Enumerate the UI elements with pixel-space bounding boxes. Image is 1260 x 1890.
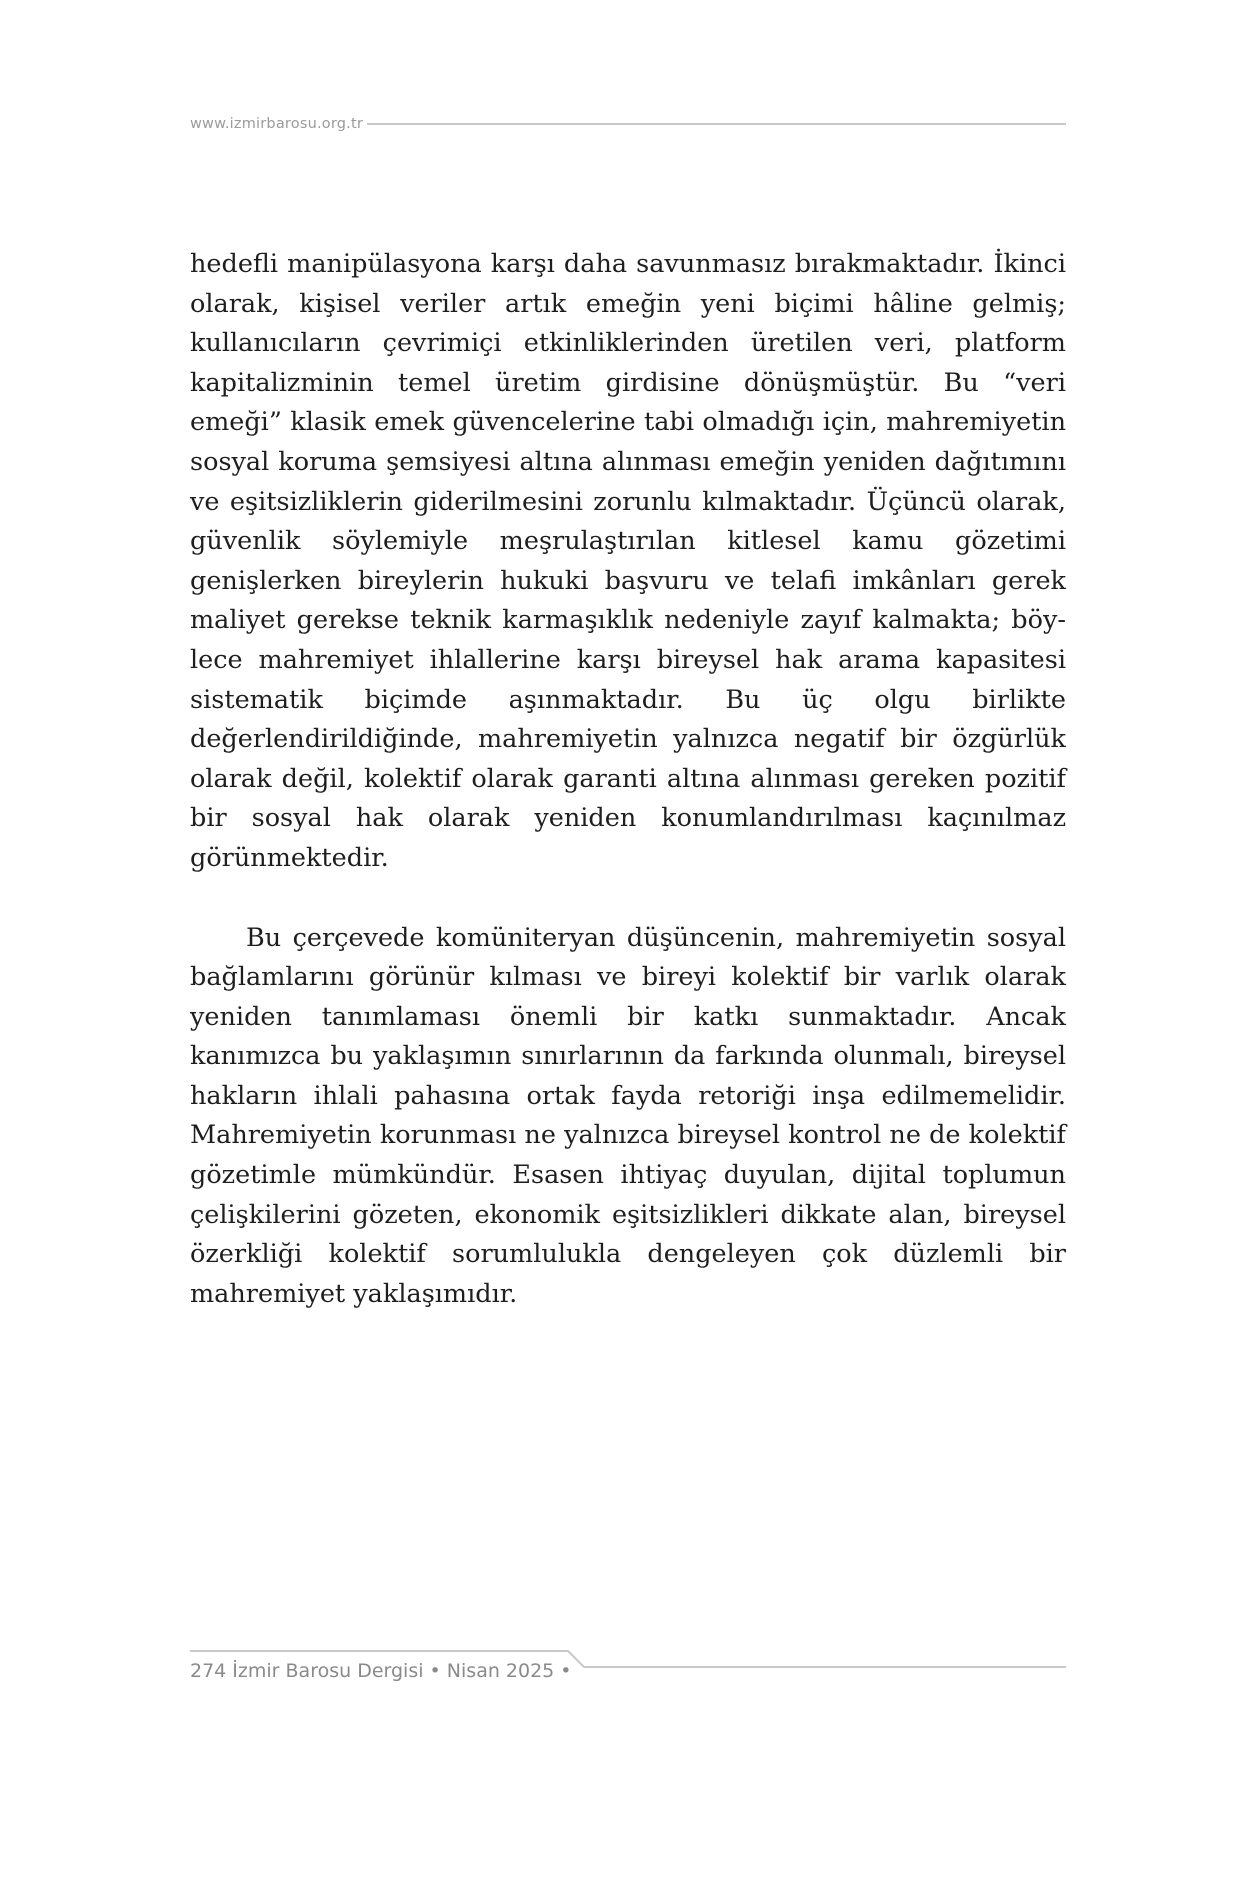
page-footer <box>190 1650 1066 1690</box>
paragraph-2: Bu çerçevede komüniteryan düşüncenin, mahremiyetin sosyal bağlamlarını görünür kılması ve bireyi kolektif bir varlık olarak yeniden tanımlaması önemli bir katkı sunmaktadır. Ancak kanımızca bu yaklaşımın sınırlarının da farkında olunmalı, bireysel hakların ihlali pahasına ortak fayda retoriği inşa edilmemelidir. Mahremiyetin korunması ne yalnızca bireysel kontrol ne de kolektif gözetimle mümkündür. Esasen ihtiyaç duyulan, dijital toplumun çelişkilerini gözeten, ekonomik eşitsizlikleri dikkate alan, bireysel özerkliği kolektif sorumlulukla dengeleyen çok düzlemli bir mahremiyet yaklaşımıdır. <box>190 922 1066 1309</box>
footer-citation: 274 İzmir Barosu Dergisi • Nisan 2025 • <box>190 1660 572 1682</box>
page-header <box>190 112 1066 136</box>
article-body <box>190 245 1066 1314</box>
header-url: www.izmirbarosu.org.tr <box>190 116 364 132</box>
paragraph-1: hedefli manipülasyona karşı daha savunmasız bırakmaktadır. İkinci olarak, kişisel veriler artık emeğin yeni biçimi hâline gelmiş; kullanıcıların çevrimiçi etkinliklerinden üretilen veri, platform kapitalizminin temel üretim girdisine dönüşmüştür. Bu “veri emeği” klasik emek güvencelerine tabi olmadığı için, mahremiyetin sosyal koruma şemsiyesi altına alınması emeğin yeniden dağıtımını ve eşitsizliklerin giderilmesini zorunlu kılmaktadır. Üçüncü olarak, güvenlik söylemiyle meşrulaştırılan kitlesel kamu gözetimi genişlerken bireylerin hukuki başvuru ve telafi imkânları gerek maliyet gerekse teknik karmaşıklık nedeniyle zayıf kalmakta; böylece mahremiyet ihlallerine karşı bireysel hak arama kapasitesi sistematik biçimde aşınmaktadır. Bu üç olgu birlikte değerlendirildiğinde, mahremiyetin yalnızca negatif bir özgürlük olarak değil, kolektif olarak garanti altına alınması gereken pozitif bir sosyal hak olarak yeniden konumlandırılması kaçınılmaz görünmektedir. <box>190 249 1066 873</box>
header-rule <box>367 123 1066 125</box>
